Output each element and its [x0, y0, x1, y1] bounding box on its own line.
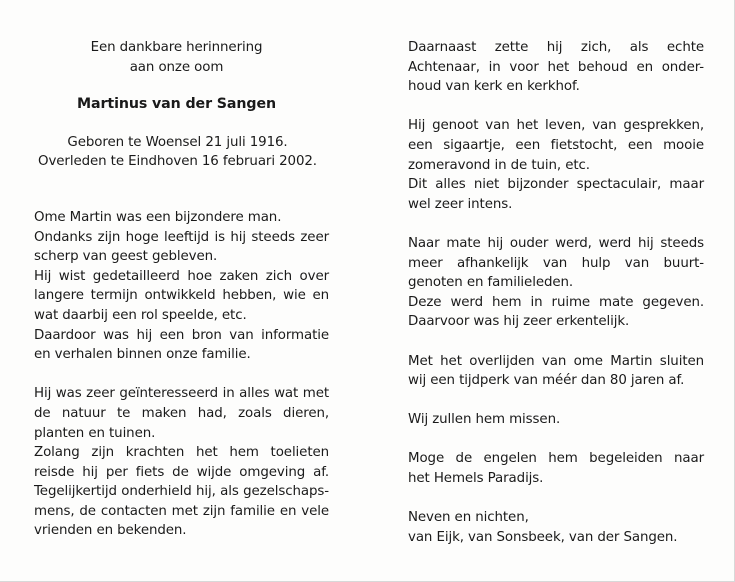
text-line: Neven en nichten,: [408, 510, 529, 526]
right-paragraph-1: [408, 38, 704, 97]
text-line: Daarnaast zette hij zich, als echte: [408, 40, 704, 55]
text-line: Ondanks zijn hoge leeftijd is hij steeds zeer: [34, 229, 329, 245]
right-paragraph-4: [408, 352, 704, 391]
birth-line: Geboren te Woensel 21 juli 1916.: [67, 134, 288, 150]
text-line: Hij was zeer geïnteresseerd in alles wat met: [34, 386, 329, 402]
text-line: een sigaartje, een fietstocht, een mooie: [408, 137, 704, 153]
right-column: [408, 0, 704, 547]
text-line: Hij wist gedetailleerd hoe zaken zich over: [34, 268, 329, 284]
text-line: Wij zullen hem missen.: [408, 412, 561, 428]
text-line: wel zeer intens.: [408, 196, 513, 212]
text-line: houd van kerk en kerkhof.: [408, 79, 580, 95]
right-paragraph-6: [408, 449, 704, 488]
text-line: Dit alles niet bijzonder spectaculair, maar: [408, 177, 704, 193]
deceased-name: Martinus van der Sangen: [77, 96, 276, 113]
text-line: de natuur te maken had, zoals dieren,: [34, 405, 329, 421]
text-line: Zolang zijn krachten het hem toelieten: [34, 445, 329, 461]
text-line: Daardoor was hij een bron van informatie: [34, 327, 329, 343]
text-line: genoten en familieleden.: [408, 275, 574, 291]
text-line: wat daarbij een rol speelde, etc.: [34, 307, 247, 323]
left-paragraph-1: [34, 208, 329, 365]
closing-signature: [408, 508, 704, 547]
right-paragraph-2: [408, 116, 704, 214]
text-line: Hij genoot van het leven, van gesprekken,: [408, 118, 704, 134]
text-line: planten en tuinen.: [34, 425, 156, 441]
text-line: meer afhankelijk van hulp van buurt-: [408, 255, 704, 271]
text-line: scherp van geest gebleven.: [34, 249, 218, 265]
text-line: van Eijk, van Sonsbeek, van der Sangen.: [408, 529, 678, 545]
text-line: langere termijn ontwikkeld hebben, wie en: [34, 288, 329, 304]
text-line: wij een tijdperk van méér dan 80 jaren af.: [408, 373, 685, 389]
left-paragraph-2: [34, 384, 329, 541]
text-line: Tegelijkertijd onderhield hij, als gezelschaps-: [34, 484, 329, 500]
text-line: reisde hij per fiets de wijde omgeving af.: [34, 464, 329, 480]
text-line: Naar mate hij ouder werd, werd hij steeds: [408, 235, 704, 251]
right-paragraph-5: [408, 410, 704, 430]
text-line: en verhalen binnen onze familie.: [34, 347, 251, 363]
right-paragraph-3: [408, 234, 704, 332]
text-line: Ome Martin was een bijzondere man.: [34, 209, 282, 225]
text-line: zomeravond in de tuin, etc.: [408, 157, 590, 173]
left-column: [34, 0, 329, 541]
header-line-1: Een dankbare herinnering: [90, 40, 263, 55]
death-line: Overleden te Eindhoven 16 februari 2002.: [38, 154, 317, 170]
text-line: Moge de engelen hem begeleiden naar: [408, 451, 704, 467]
header-line-2: aan onze oom: [129, 59, 224, 75]
text-line: Met het overlijden van ome Martin sluiten: [408, 353, 704, 369]
text-line: Deze werd hem in ruime mate gegeven.: [408, 294, 704, 310]
text-line: Achtenaar, in voor het behoud en onder-: [408, 59, 704, 75]
text-line: Daarvoor was hij zeer erkentelijk.: [408, 314, 630, 330]
text-line: het Hemels Paradijs.: [408, 471, 544, 487]
text-line: vrienden en bekenden.: [34, 523, 187, 539]
text-line: mens, de contacten met zijn familie en vele: [34, 503, 329, 519]
